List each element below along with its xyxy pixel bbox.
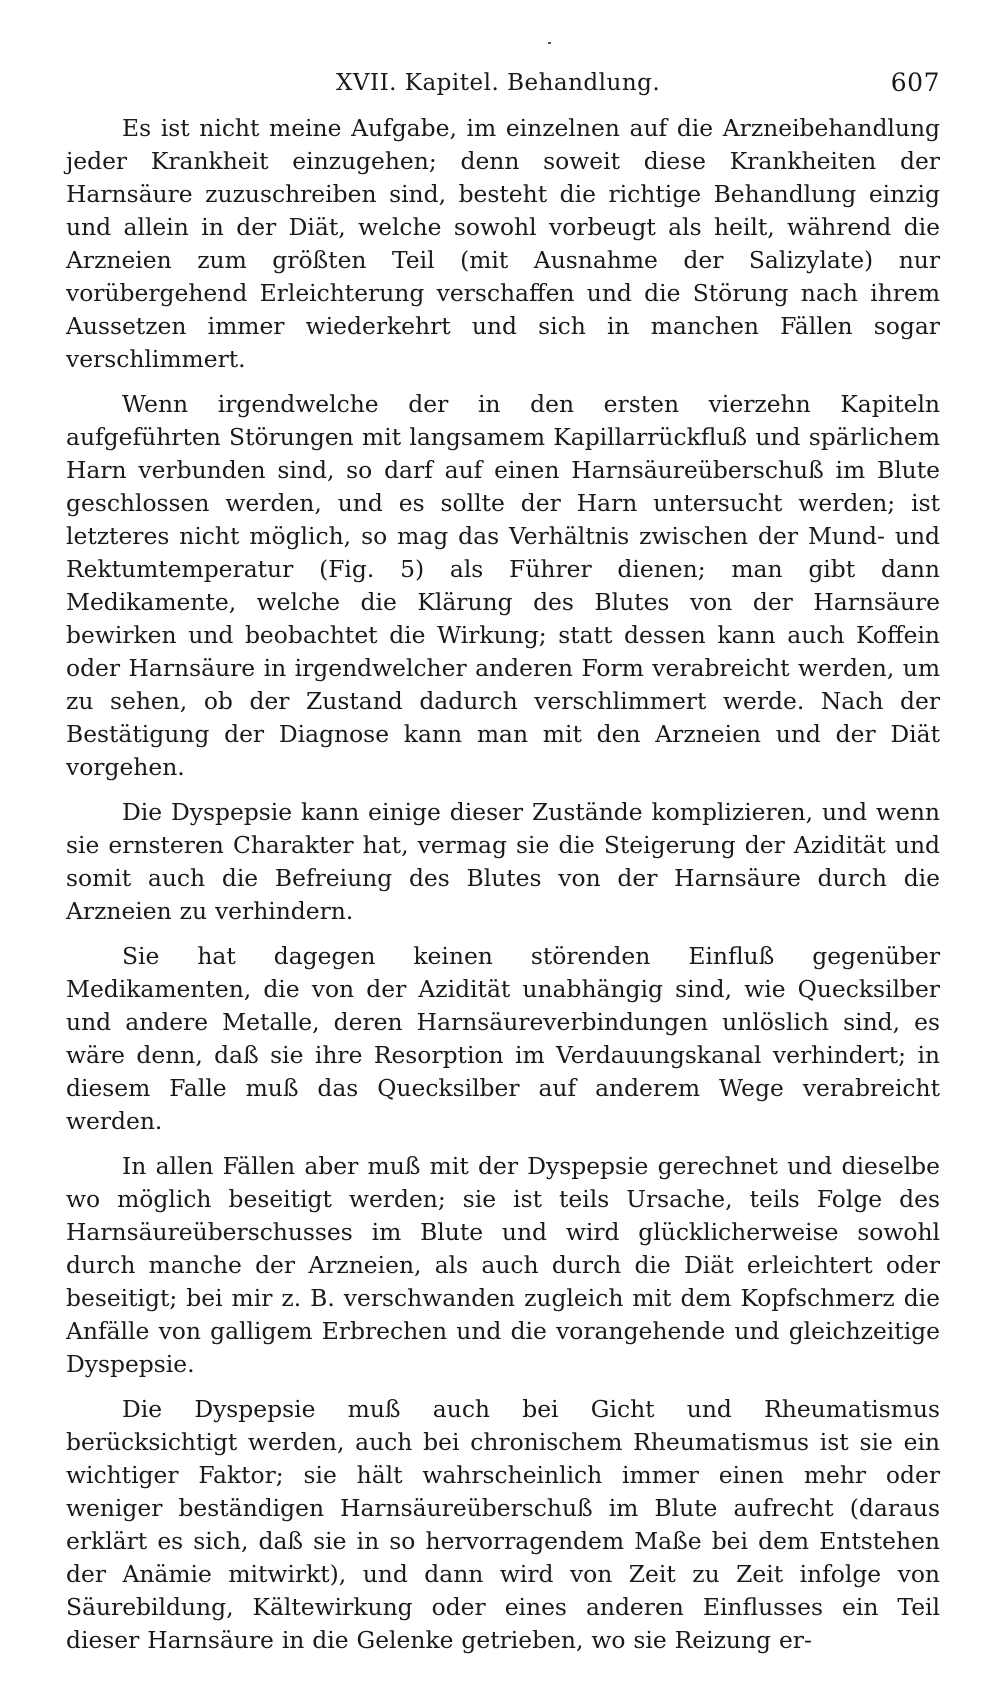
chapter-title: XVII. Kapitel. Behandlung. — [336, 70, 661, 96]
running-header — [66, 60, 940, 106]
paragraph: Die Dyspepsie muß auch bei Gicht und Rheumatismus berücksichtigt werden, auch bei chronischem Rheumatismus ist sie ein wichtiger Faktor; sie hält wahrscheinlich immer einen mehr oder weniger beständigen Harnsäureüberschuß im Blute aufrecht (daraus erklärt es sich, daß sie in so hervorragendem Maße bei dem Entstehen der Anämie mitwirkt), und dann wird von Zeit zu Zeit infolge von Säurebildung, Kältewirkung oder eines anderen Einflusses ein Teil dieser Harnsäure in die Gelenke getrieben, wo sie Reizung er- — [66, 1395, 940, 1654]
paragraph: Wenn irgendwelche der in den ersten vierzehn Kapiteln aufgeführten Störungen mit langsamem Kapillarrückfluß und spärlichem Harn verbunden sind, so darf auf einen Harnsäureüberschuß im Blute geschlossen werden, und es sollte der Harn untersucht werden; ist letzteres nicht möglich, so mag das Verhältnis zwischen der Mund- und Rektumtemperatur (Fig. 5) als Führer dienen; man gibt dann Medikamente, welche die Klärung des Blutes von der Harnsäure bewirken und beobachtet die Wirkung; statt dessen kann auch Koffein oder Harnsäure in irgendwelcher anderen Form verabreicht werden, um zu sehen, ob der Zustand dadurch verschlimmert werde. Nach der Bestätigung der Diagnose kann man mit den Arzneien und der Diät vorgehen. — [66, 390, 940, 781]
print-speck — [548, 42, 551, 44]
paragraph: Die Dyspepsie kann einige dieser Zustände komplizieren, und wenn sie ernsteren Charakter hat, vermag sie die Steigerung der Azidität und somit auch die Befreiung des Blutes von der Harnsäure durch die Arzneien zu verhindern. — [66, 798, 940, 925]
paragraph: In allen Fällen aber muß mit der Dyspepsie gerechnet und dieselbe wo möglich beseitigt werden; sie ist teils Ursache, teils Folge des Harnsäureüberschusses im Blute und wird glücklicherweise sowohl durch manche der Arzneien, als auch durch die Diät erleichtert oder beseitigt; bei mir z. B. verschwanden zugleich mit dem Kopfschmerz die Anfälle von galligem Erbrechen und die vorangehende und gleichzeitige Dyspepsie. — [66, 1152, 940, 1378]
paragraph: Es ist nicht meine Aufgabe, im einzelnen auf die Arzneibehandlung jeder Krankheit einzugehen; denn soweit diese Krankheiten der Harnsäure zuzuschreiben sind, besteht die richtige Behandlung einzig und allein in der Diät, welche sowohl vorbeugt als heilt, während die Arzneien zum größten Teil (mit Ausnahme der Salizylate) nur vorübergehend Erleichterung verschaffen und die Störung nach ihrem Aussetzen immer wiederkehrt und sich in manchen Fällen sogar verschlimmert. — [66, 114, 940, 373]
paragraph: Sie hat dagegen keinen störenden Einfluß gegenüber Medikamenten, die von der Azidität unabhängig sind, wie Quecksilber und andere Metalle, deren Harnsäureverbindungen unlöslich sind, es wäre denn, daß sie ihre Resorption im Verdauungskanal verhindert; in diesem Falle muß das Quecksilber auf anderem Wege verabreicht werden. — [66, 942, 940, 1135]
book-page — [66, 60, 940, 1669]
page-number: 607 — [890, 68, 940, 97]
body-text — [66, 112, 940, 1657]
